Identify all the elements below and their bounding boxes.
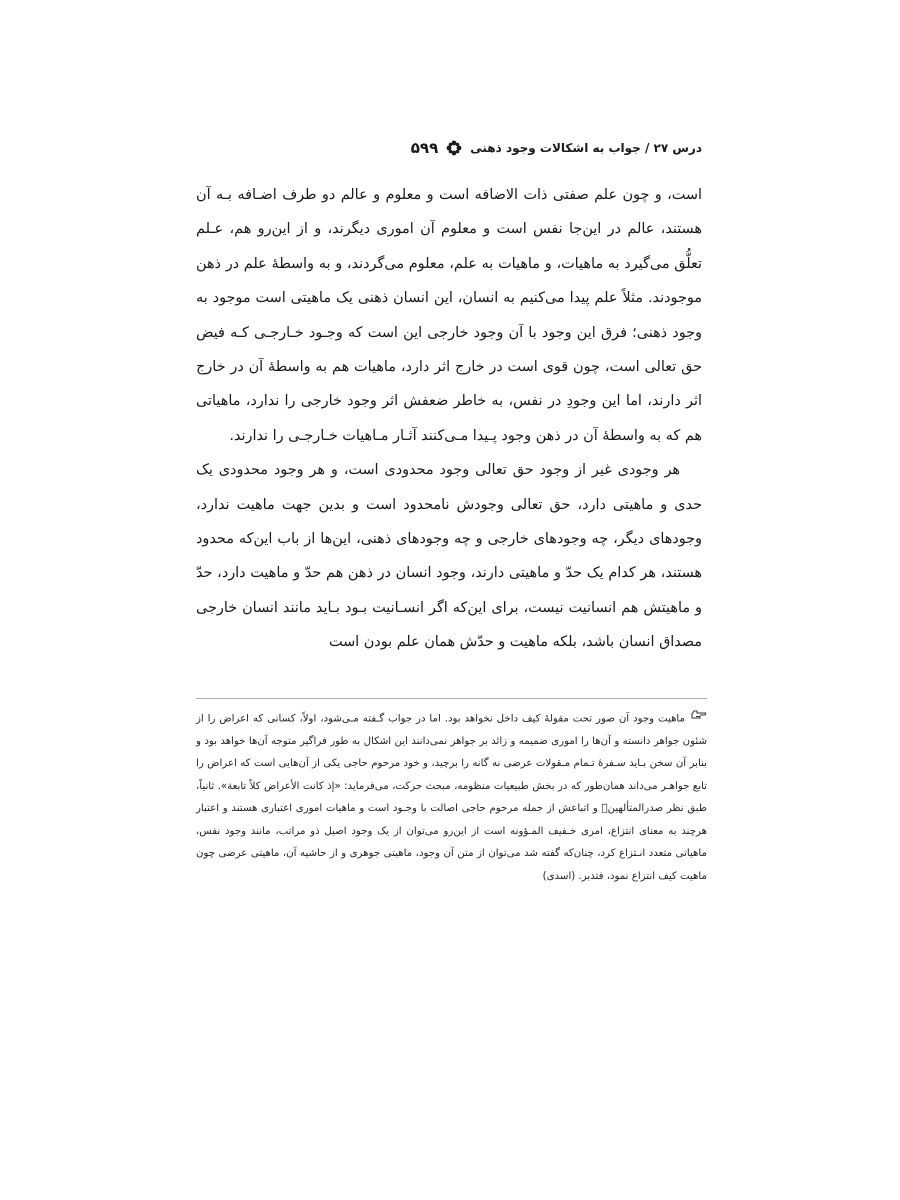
body-paragraph: هر وجودی غیر از وجود حق تعالی وجود محدودی است، و هر وجود محدودی یک حدی و ماهیتی دارد، حق تعالی وجودش نامحدود است و بدین جهت ماهیت ندارد، وجودهای دیگر، چه وجودهای خارجی و چه وجودهای ذهنی، این‌ها از باب این‌که محدود هستند، هر کدام یک حدّ و ماهیتی دارند، وجود انسان در ذهن هم حدّ و ماهیت دارد، حدّ و ماهیتش هم انسانیت نیست، برای این‌که اگر انسـانیت بـود بـاید مانند انسان خارجی مصداق انسان باشد، بلکه ماهیت و حدّش همان علم بودن است [196,462,702,651]
running-title: درس ۲۷ / جواب به اشکالات وجود ذهنی [470,141,702,155]
ornament-flower-icon [446,140,462,156]
pointing-hand-icon [691,707,707,730]
footnote-divider [196,698,707,699]
body-paragraph: است، و چون علم صفتی ذات الاضافه است و معلوم و عالم دو طرف اضـافه بـه آن هستند، عالم در این‌جا نفس است و معلوم آن اموری دیگرند، و از این‌رو هم، عـلم تعلُّق می‌گیرد به ماهیات، و ماهیات به علم، معلوم می‌گردند، و به واسطهٔ علم در ذهن موجودند. مثلاً علم پیدا می‌کنیم به انسان، این انسان ذهنی یک ماهیتی است موجود به وجود ذهنی؛ فرق این وجود با آن وجود خارجی این است که وجـود خـارجـی کـه فیض حق تعالی است، چون قوی است در خارج اثر دارد، ماهیات هم به واسطهٔ آن در خارج اثر دارند، اما این وجودِ در نفس، به خاطر ضعفش اثر وجود خارجی را ندارد، ماهیاتی هم که به واسطهٔ آن در ذهن وجود پـیدا مـی‌کنند آثـار مـاهیات خـارجـی را ندارند. [196,187,702,444]
running-header [196,136,702,160]
footnote-text: ماهیت وجود آن صور تحت مقولهٔ کیف داخل نخواهد بود. اما در جواب گـفته مـی‌شود، اولاً، کسانی که اعراض را از شئون جواهر دانسته و آن‌ها را اموری ضمیمه و زائد بر جواهر نمی‌دانند این اشکال به طور فراگیر متوجه آن‌ها خواهد بود و بنابر آن سخن بـاید سـفرهٔ تـمام مـقولات عرضی نه گانه را برچید، و خود مرحوم حاجی یکی از آن‌هایی است که اعراض را تابع جواهـر می‌داند همان‌طور که در بخش طبیعیات منظومه، مبحث حرکت، می‌فرماید: «إذ کانت الأعراض کلاً تابعة». ثانیاً، طبق نظر صدرالمتألهین﷫ و اتباعش از جمله مرحوم حاجی اصالت با وجـود است و ماهیات اموری اعتباری هستند و اعتبار هرچند به معنای انتزاع، امری خـفیف المـؤونه است از این‌رو می‌توان از یک وجود اصیل ذو مراتب، مانند وجود نفس، ماهیاتی متعدد انـتزاع کرد، چنان‌که گفته شد می‌توان از متن آن وجود، ماهیتی جوهری و از حاشیه آن، ماهیتی عرضی چون ماهیت کیف انتزاع نمود، فتدبر. (اسدی) [196,713,707,882]
page-number: ۵۹۹ [410,139,439,157]
footnote [196,707,707,888]
main-body-text [196,178,702,660]
